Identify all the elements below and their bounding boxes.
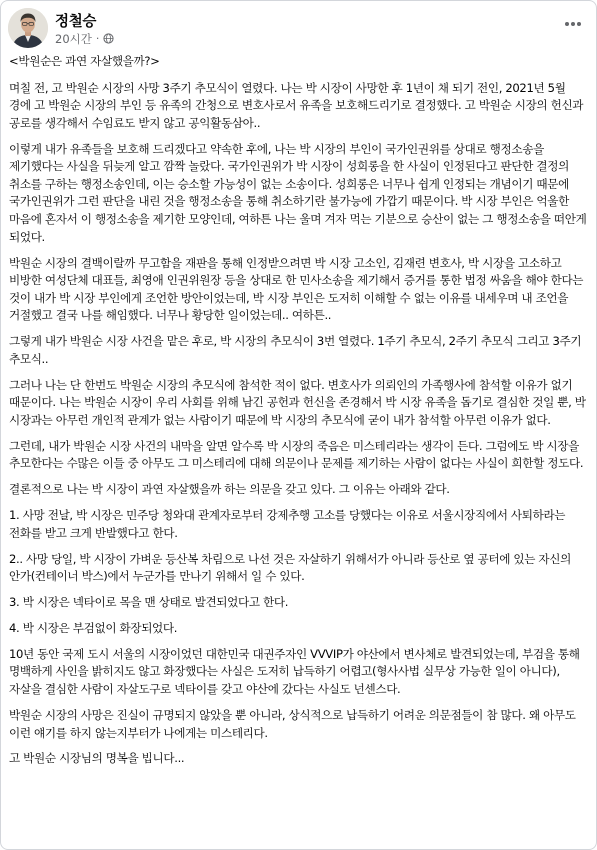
post-title: <박원순은 과연 자살했을까?> xyxy=(9,54,160,68)
more-options-button[interactable] xyxy=(559,14,587,34)
post-timestamp[interactable]: 20시간 xyxy=(55,31,92,46)
post-paragraph: 그러나 나는 단 한번도 박원순 시장의 추모식에 참석한 적이 없다. 변호사가 의뢰인의 가족행사에 참석할 이유가 없기 때문이다. 나는 박원순 시장이 우리 사회를 위해 남긴 공헌과 헌신을 존경해서 박 시장 유족을 돕기로 결심한 것일 뿐, 박 시장과는 아무런 개인적 관계가 없는 사람이기 때문에 박 시장의 추모식에 굳이 내가 참석할 아무런 이유가 없다. xyxy=(9,377,586,427)
meta-separator: · xyxy=(95,32,100,45)
author-name[interactable]: 정철승 xyxy=(55,14,97,30)
globe-icon xyxy=(103,29,114,48)
post-meta xyxy=(55,29,114,48)
avatar[interactable] xyxy=(8,8,48,48)
more-dots-icon xyxy=(564,21,582,27)
list-item: 1. 사망 전날, 박 시장은 민주당 청와대 관계자로부터 강제추행 고소를 당했다는 이유로 서울시장직에서 사퇴하라는 전화를 받고 크게 반발했다고 한다. xyxy=(9,508,566,540)
post-paragraph: 그런데, 내가 박원순 시장 사건의 내막을 알면 알수록 박 시장의 죽음은 미스테리라는 생각이 든다. 그럼에도 박 시장을 추모한다는 수많은 이들 중 아무도 그 미스테리에 대해 의문이나 문제를 제기하는 사람이 없다는 사실이 희한할 정도다. xyxy=(9,438,584,471)
post-paragraph: 이렇게 내가 유족들을 보호해 드리겠다고 약속한 후에, 나는 박 시장의 부인이 국가인권위를 상대로 행정소송을 제기했다는 사실을 뒤늦게 알고 깜짝 놀랐다. 국가인권위가 박 시장이 성희롱을 한 사실이 인정된다고 판단한 결정의 취소를 구하는 행정소송인데, 이는 승소할 가능성이 없는 소송이다. 성희롱은 너무나 쉽게 인정되는 개념이기 때문에 국가인권위가 그런 판단을 내린 것을 행정소송을 통해 취소하기란 불가능에 가깝기 때문이다. 박 시장 부인은 억울한 마음에 혼자서 이 행정소송을 제기한 모양인데, 여하튼 나는 울며 겨자 먹는 기분으로 승산이 없는 그 행정소송을 떠안게 되었다. xyxy=(9,141,587,244)
post-closing: 고 박원순 시장님의 명복을 빕니다... xyxy=(9,751,185,766)
list-item: 3. 박 시장은 넥타이로 목을 맨 상태로 발견되었다고 한다. xyxy=(9,595,289,610)
post-paragraph: 결론적으로 나는 박 시장이 과연 자살했을까 하는 의문을 갖고 있다. 그 이유는 아래와 같다. xyxy=(9,482,450,497)
list-item: 2.. 사망 당일, 박 시장이 가벼운 등산복 차림으로 나선 것은 자살하기 위해서가 아니라 등산로 옆 공터에 있는 자신의 안가(컨테이너 박스)에서 누군가를 만나기 위해서 일 수 있다. xyxy=(9,551,571,584)
post-paragraph: 10년 동안 국제 도시 서울의 시장이었던 대한민국 대권주자인 VVVIP가 야산에서 변사체로 발견되었는데, 부검을 통해 명백하게 사인을 밝히지도 않고 화장했다는 사실은 도저히 납득하기 어렵고(형사사법 실무상 가능한 일이 아니다), 자살을 결심한 사람이 자살도구로 넥타이를 갖고 야산에 갔다는 사실도 넌센스다. xyxy=(9,646,580,697)
list-item: 4. 박 시장은 부검없이 화장되었다. xyxy=(9,621,178,635)
post-header xyxy=(8,8,589,48)
profile-photo xyxy=(8,8,48,48)
post-paragraph: 박원순 시장의 결백이랄까 무고함을 재판을 통해 인정받으려면 박 시장 고소인, 김재련 변호사, 박 시장을 고소하고 비방한 여성단체 대표들, 최영애 인권위원장 등을 상대로 한 민사소송을 제기해서 증거를 통한 법정 싸움을 해야 한다는 것이 내가 박 시장 부인에게 조언한 방안이었는데, 박 시장 부인은 도저히 이해할 수 없는 이유를 내세우며 내 조언을 거절했고 결국 나를 해임했다. 너무나 황당한 일이었는데.. 여하튼.. xyxy=(9,255,584,323)
post-paragraph: 그렇게 내가 박원순 시장 사건을 맡은 후로, 박 시장의 추모식이 3번 열렸다. 1주기 추모식, 2주기 추모식 그리고 3주기 추모식.. xyxy=(9,334,582,366)
post-body xyxy=(9,53,589,776)
post-paragraph: 며칠 전, 고 박원순 시장의 사망 3주기 추모식이 열렸다. 나는 박 시장이 사망한 후 1년이 채 되기 전인, 2021년 5월 경에 고 박원순 시장의 부인 등 유족의 간청으로 변호사로서 유족을 보호해드리기로 결정했다. 고 박원순 시장의 헌신과 공로를 생각해서 수임료도 받지 않고 공익활동삼아.. xyxy=(9,80,584,130)
post-paragraph: 박원순 시장의 사망은 진실이 규명되지 않았을 뿐 아니라, 상식적으로 납득하기 어려운 의문점들이 참 많다. 왜 아무도 이런 얘기를 하지 않는지부터가 나에게는 미스테리다. xyxy=(9,707,576,740)
